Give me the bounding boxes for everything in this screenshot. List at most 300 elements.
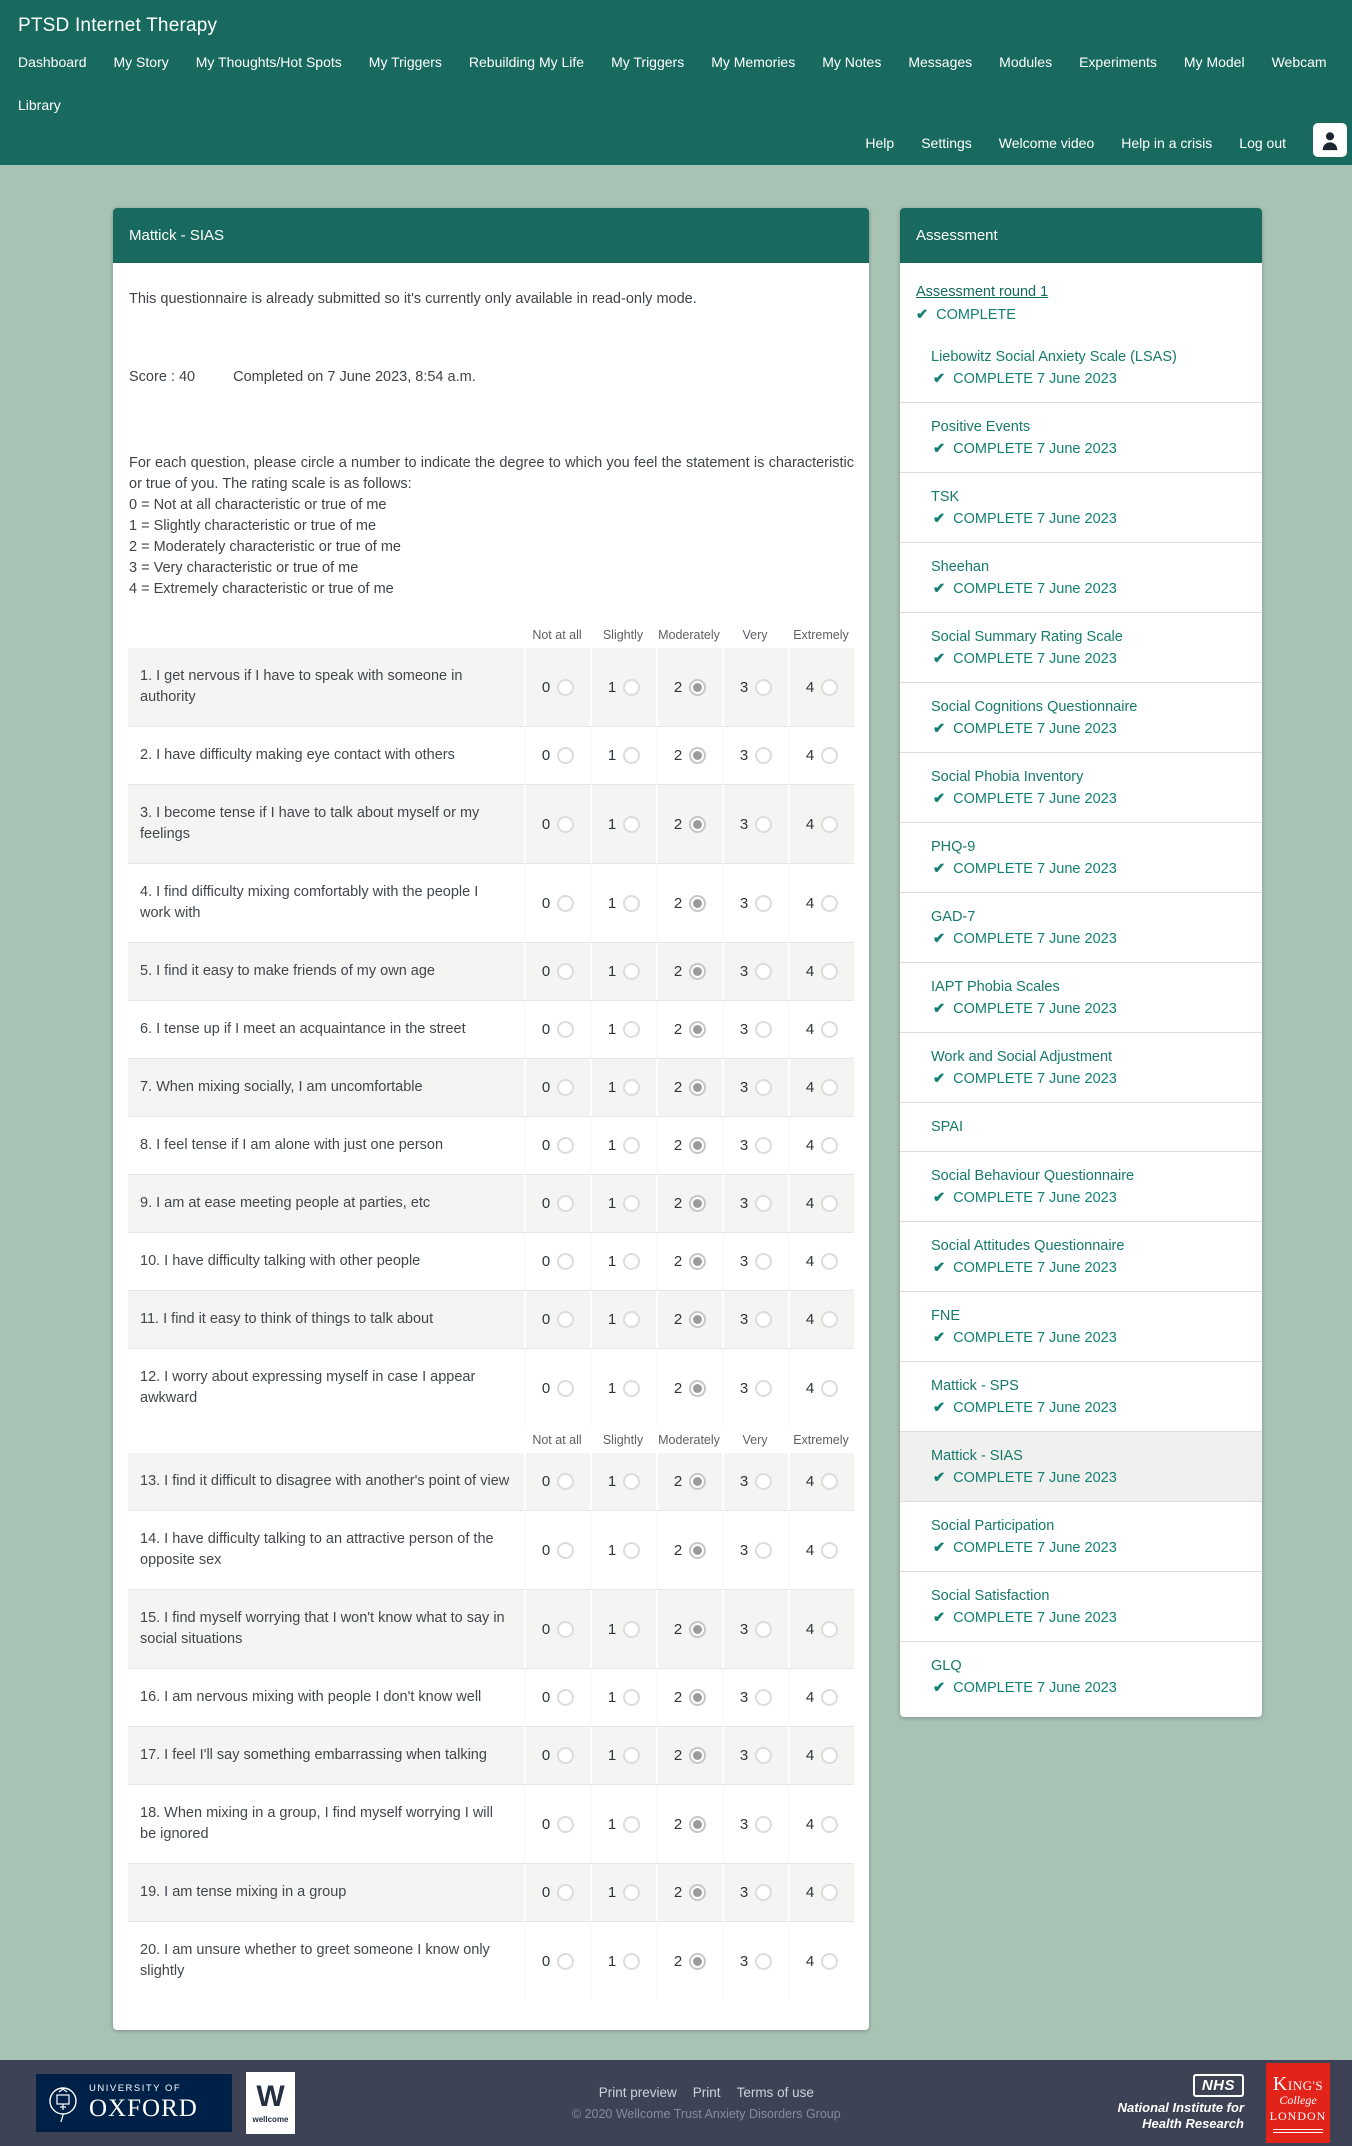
radio-unselected[interactable] — [557, 747, 574, 764]
user-avatar[interactable] — [1313, 123, 1347, 157]
radio-unselected[interactable] — [557, 1021, 574, 1038]
question-table — [128, 622, 854, 2000]
question-text: 10. I have difficulty talking with other people — [140, 1253, 421, 1269]
scale-option — [590, 1785, 656, 1863]
radio-unselected[interactable] — [623, 1816, 640, 1833]
scale-option — [590, 785, 656, 863]
scale-option — [590, 943, 656, 1000]
assessment-item-status — [931, 371, 1248, 387]
scale-option — [656, 1727, 722, 1784]
nav-item-rebuilding-my-life[interactable]: Rebuilding My Life — [468, 54, 585, 70]
scale-value-label: 4 — [805, 1195, 815, 1212]
radio-selected[interactable] — [689, 1884, 706, 1901]
scale-value-label: 0 — [541, 1253, 551, 1270]
radio-unselected[interactable] — [755, 1542, 772, 1559]
nav-item-my-triggers[interactable]: My Triggers — [611, 54, 685, 70]
scale-option — [524, 1590, 590, 1668]
radio-selected[interactable] — [689, 963, 706, 980]
status-text: COMPLETE 7 June 2023 — [953, 1260, 1117, 1276]
radio-unselected[interactable] — [755, 1137, 772, 1154]
assessment-item-iapt-phobia-scales — [900, 962, 1262, 1032]
assessment-item-link[interactable]: Work and Social Adjustment — [931, 1049, 1113, 1065]
assessment-item-link[interactable]: Social Summary Rating Scale — [931, 629, 1123, 645]
scale-option — [722, 864, 788, 942]
scale-option — [722, 1785, 788, 1863]
radio-unselected[interactable] — [557, 816, 574, 833]
nav-item-my-model[interactable]: My Model — [1183, 54, 1245, 70]
scale-value-label: 4 — [805, 1689, 815, 1706]
scale-option — [788, 1453, 854, 1510]
scale-option — [656, 1059, 722, 1116]
scale-value-label: 0 — [541, 1747, 551, 1764]
radio-unselected[interactable] — [821, 816, 838, 833]
scale-value-label: 3 — [739, 747, 749, 764]
radio-unselected[interactable] — [557, 895, 574, 912]
radio-unselected[interactable] — [623, 1380, 640, 1397]
radio-unselected[interactable] — [557, 1816, 574, 1833]
radio-unselected[interactable] — [557, 1884, 574, 1901]
oxford-crest-icon — [46, 2083, 80, 2123]
radio-unselected[interactable] — [623, 1473, 640, 1490]
status-text: COMPLETE 7 June 2023 — [953, 931, 1117, 947]
status-text: COMPLETE 7 June 2023 — [953, 1470, 1117, 1486]
assessment-item-sheehan — [900, 542, 1262, 612]
scale-option — [788, 1059, 854, 1116]
footer-links — [309, 2085, 1104, 2100]
radio-unselected[interactable] — [557, 1689, 574, 1706]
questionnaire-panel — [113, 208, 869, 2030]
assessment-item-status — [931, 1190, 1248, 1206]
scale-option — [722, 1059, 788, 1116]
scale-option — [524, 1117, 590, 1174]
nav-item-my-thoughts-hot-spots[interactable]: My Thoughts/Hot Spots — [195, 54, 342, 70]
scale-option — [656, 785, 722, 863]
question-row — [128, 1589, 854, 1668]
scale-value-label: 0 — [541, 1311, 551, 1328]
scale-option — [524, 785, 590, 863]
assessment-item-status — [931, 1610, 1248, 1626]
assessment-item-social-attitudes-questionnaire — [900, 1221, 1262, 1291]
assessment-item-link[interactable]: GAD-7 — [931, 909, 976, 925]
radio-unselected[interactable] — [557, 1253, 574, 1270]
check-icon: ✔ — [933, 1071, 946, 1087]
check-icon: ✔ — [933, 1190, 946, 1206]
nav-item-log-out[interactable]: Log out — [1239, 135, 1286, 151]
radio-unselected[interactable] — [821, 679, 838, 696]
footer-copyright: © 2020 Wellcome Trust Anxiety Disorders Group — [571, 2107, 841, 2121]
scale-value-label: 4 — [805, 1620, 815, 1638]
radio-selected[interactable] — [689, 1542, 706, 1559]
radio-unselected[interactable] — [557, 1137, 574, 1154]
nav-item-my-story[interactable]: My Story — [113, 54, 169, 70]
radio-unselected[interactable] — [755, 1079, 772, 1096]
scale-value-label: 0 — [541, 1079, 551, 1096]
scale-option — [656, 1233, 722, 1290]
radio-unselected[interactable] — [557, 1473, 574, 1490]
radio-selected[interactable] — [689, 1311, 706, 1328]
radio-unselected[interactable] — [557, 1953, 574, 1970]
assessment-item-status — [931, 581, 1248, 597]
radio-unselected[interactable] — [557, 1380, 574, 1397]
nhs-logo: NHS — [1193, 2074, 1244, 2097]
assessment-item-link[interactable]: Social Phobia Inventory — [931, 769, 1084, 785]
scale-option — [788, 1590, 854, 1668]
nav-item-webcam[interactable]: Webcam — [1271, 54, 1327, 70]
nav-item-help[interactable]: Help — [865, 135, 895, 151]
radio-unselected[interactable] — [623, 1311, 640, 1328]
scale-value-label: 4 — [805, 815, 815, 833]
radio-unselected[interactable] — [623, 747, 640, 764]
scale-option — [788, 648, 854, 726]
radio-selected[interactable] — [689, 816, 706, 833]
page-content — [0, 165, 1352, 2060]
scale-value-label: 1 — [607, 678, 617, 696]
assessment-panel-title: Assessment — [900, 208, 1262, 263]
radio-unselected[interactable] — [557, 963, 574, 980]
footer-link-print[interactable]: Print — [692, 2085, 721, 2100]
scale-option — [788, 1001, 854, 1058]
nav-item-library[interactable]: Library — [18, 97, 61, 113]
scale-value-label: 4 — [805, 1079, 815, 1096]
radio-selected[interactable] — [689, 1195, 706, 1212]
status-text: COMPLETE 7 June 2023 — [953, 791, 1117, 807]
scale-option — [656, 1511, 722, 1589]
scale-value-label: 0 — [541, 815, 551, 833]
assessment-item-link[interactable]: Mattick - SIAS — [931, 1448, 1023, 1464]
radio-selected[interactable] — [689, 1380, 706, 1397]
scale-value-label: 0 — [541, 1815, 551, 1833]
radio-unselected[interactable] — [557, 1195, 574, 1212]
assessment-item-link[interactable]: GLQ — [931, 1658, 962, 1674]
radio-selected[interactable] — [689, 1079, 706, 1096]
scale-value-label: 3 — [739, 1541, 749, 1559]
scale-value-label: 0 — [541, 1379, 551, 1397]
scale-option — [524, 1785, 590, 1863]
question-text: 18. When mixing in a group, I find myself worrying I will be ignored — [140, 1805, 493, 1842]
question-row — [128, 784, 854, 863]
scale-value-label: 3 — [739, 1253, 749, 1270]
radio-unselected[interactable] — [755, 1473, 772, 1490]
footer-link-terms-of-use[interactable]: Terms of use — [736, 2085, 814, 2100]
scale-value-label: 3 — [739, 1311, 749, 1328]
radio-selected[interactable] — [689, 1137, 706, 1154]
radio-unselected[interactable] — [557, 1311, 574, 1328]
question-row — [128, 1348, 854, 1427]
radio-unselected[interactable] — [821, 1380, 838, 1397]
radio-unselected[interactable] — [755, 1747, 772, 1764]
radio-unselected[interactable] — [821, 1473, 838, 1490]
scale-value-label: 0 — [541, 747, 551, 764]
radio-unselected[interactable] — [821, 1884, 838, 1901]
scale-value-label: 2 — [673, 963, 683, 980]
scale-option — [656, 1291, 722, 1348]
assessment-item-link[interactable]: Social Cognitions Questionnaire — [931, 699, 1138, 715]
radio-unselected[interactable] — [623, 1884, 640, 1901]
scale-option — [788, 1291, 854, 1348]
assessment-item-status — [931, 1400, 1248, 1416]
scale-option — [788, 785, 854, 863]
scale-value-label: 3 — [739, 1884, 749, 1901]
footer-link-print-preview[interactable]: Print preview — [598, 2085, 677, 2100]
nav-item-experiments[interactable]: Experiments — [1079, 54, 1157, 70]
radio-unselected[interactable] — [623, 1021, 640, 1038]
assessment-item-status — [931, 651, 1248, 667]
scale-option — [590, 727, 656, 784]
scale-option — [524, 1669, 590, 1726]
scale-value-label: 4 — [805, 1473, 815, 1490]
scale-value-label: 2 — [673, 1952, 683, 1970]
radio-unselected[interactable] — [623, 1137, 640, 1154]
radio-unselected[interactable] — [623, 1542, 640, 1559]
radio-selected[interactable] — [689, 1473, 706, 1490]
radio-unselected[interactable] — [557, 679, 574, 696]
question-text: 3. I become tense if I have to talk about myself or my feelings — [140, 805, 480, 842]
radio-unselected[interactable] — [821, 1137, 838, 1154]
scale-option — [590, 1001, 656, 1058]
nav-item-welcome-video[interactable]: Welcome video — [998, 135, 1095, 151]
radio-unselected[interactable] — [821, 1079, 838, 1096]
assessment-item-link[interactable]: Social Behaviour Questionnaire — [931, 1168, 1135, 1184]
assessment-item-link[interactable]: Social Satisfaction — [931, 1588, 1050, 1604]
radio-unselected[interactable] — [623, 963, 640, 980]
radio-unselected[interactable] — [821, 1253, 838, 1270]
question-row — [128, 1784, 854, 1863]
scale-option — [722, 1590, 788, 1668]
assessment-item-tsk — [900, 472, 1262, 542]
nav-item-messages[interactable]: Messages — [908, 54, 973, 70]
assessment-item-link[interactable]: SPAI — [931, 1119, 963, 1135]
check-icon: ✔ — [933, 1260, 946, 1276]
scale-definition-line: 1 = Slightly characteristic or true of me — [129, 518, 377, 534]
radio-unselected[interactable] — [821, 963, 838, 980]
question-row — [128, 1921, 854, 2000]
assessment-item-link[interactable]: FNE — [931, 1308, 960, 1324]
scale-definition-line: 3 = Very characteristic or true of me — [129, 560, 359, 576]
radio-unselected[interactable] — [755, 1311, 772, 1328]
assessment-item-fne — [900, 1291, 1262, 1361]
nav-item-my-notes[interactable]: My Notes — [822, 54, 882, 70]
assessment-item-status — [931, 931, 1248, 947]
radio-unselected[interactable] — [755, 1253, 772, 1270]
score-line — [129, 369, 854, 385]
radio-selected[interactable] — [689, 1953, 706, 1970]
scale-option — [656, 1922, 722, 2000]
nihr-line1: National Institute for — [1117, 2100, 1244, 2115]
status-text: COMPLETE 7 June 2023 — [953, 1540, 1117, 1556]
radio-unselected[interactable] — [557, 1747, 574, 1764]
radio-selected[interactable] — [689, 747, 706, 764]
assessment-item-link[interactable]: Positive Events — [931, 419, 1031, 435]
scale-option — [524, 1233, 590, 1290]
scale-option — [524, 1175, 590, 1232]
question-row — [128, 648, 854, 726]
scale-value-label: 1 — [607, 1541, 617, 1559]
radio-unselected[interactable] — [755, 816, 772, 833]
radio-unselected[interactable] — [821, 1195, 838, 1212]
scale-value-label: 3 — [739, 1620, 749, 1638]
radio-unselected[interactable] — [623, 1079, 640, 1096]
status-text: COMPLETE 7 June 2023 — [953, 1610, 1117, 1626]
status-text: COMPLETE 7 June 2023 — [953, 581, 1117, 597]
footer — [0, 2060, 1352, 2146]
assessment-item-link[interactable]: IAPT Phobia Scales — [931, 979, 1060, 995]
radio-selected[interactable] — [689, 1621, 706, 1638]
scale-value-label: 3 — [739, 1815, 749, 1833]
nav-item-help-in-a-crisis[interactable]: Help in a crisis — [1121, 135, 1213, 151]
question-row — [128, 942, 854, 1000]
assessment-item-status — [931, 1071, 1248, 1087]
wellcome-logo — [246, 2072, 295, 2134]
radio-unselected[interactable] — [821, 1311, 838, 1328]
radio-unselected[interactable] — [755, 1953, 772, 1970]
assessment-item-phq-9 — [900, 822, 1262, 892]
radio-unselected[interactable] — [623, 1953, 640, 1970]
radio-unselected[interactable] — [623, 1253, 640, 1270]
radio-unselected[interactable] — [821, 1021, 838, 1038]
scale-value-label: 3 — [739, 1952, 749, 1970]
radio-unselected[interactable] — [755, 1884, 772, 1901]
radio-unselected[interactable] — [821, 1816, 838, 1833]
radio-unselected[interactable] — [821, 1689, 838, 1706]
assessment-item-link[interactable]: Sheehan — [931, 559, 990, 575]
radio-unselected[interactable] — [755, 1689, 772, 1706]
scale-value-label: 4 — [805, 1311, 815, 1328]
scale-option — [524, 1001, 590, 1058]
radio-unselected[interactable] — [623, 1747, 640, 1764]
scale-option — [656, 648, 722, 726]
assessment-item-status — [931, 721, 1248, 737]
scale-option — [524, 727, 590, 784]
nav-item-modules[interactable]: Modules — [999, 54, 1053, 70]
radio-unselected[interactable] — [821, 747, 838, 764]
radio-unselected[interactable] — [821, 1542, 838, 1559]
assessment-round-link[interactable]: Assessment round 1 — [916, 284, 1049, 300]
radio-unselected[interactable] — [623, 1621, 640, 1638]
scale-value-label: 0 — [541, 1689, 551, 1706]
assessment-item-work-and-social-adjustment — [900, 1032, 1262, 1102]
assessment-item-status — [931, 1260, 1248, 1276]
scale-value-label: 1 — [607, 1620, 617, 1638]
radio-selected[interactable] — [689, 895, 706, 912]
nav-item-my-memories[interactable]: My Memories — [711, 54, 796, 70]
scale-value-label: 3 — [739, 1079, 749, 1096]
radio-unselected[interactable] — [821, 1747, 838, 1764]
assessment-item-link[interactable]: Social Attitudes Questionnaire — [931, 1238, 1125, 1254]
radio-unselected[interactable] — [557, 1621, 574, 1638]
radio-unselected[interactable] — [623, 895, 640, 912]
check-icon: ✔ — [933, 651, 946, 667]
radio-unselected[interactable] — [623, 1689, 640, 1706]
check-icon: ✔ — [933, 1540, 946, 1556]
radio-selected[interactable] — [689, 1021, 706, 1038]
scale-value-label: 0 — [541, 1884, 551, 1901]
scale-option — [524, 864, 590, 942]
radio-unselected[interactable] — [557, 1079, 574, 1096]
radio-unselected[interactable] — [755, 963, 772, 980]
top-nav — [0, 0, 1352, 165]
status-text: COMPLETE 7 June 2023 — [953, 1001, 1117, 1017]
radio-unselected[interactable] — [821, 1621, 838, 1638]
assessment-item-link[interactable]: PHQ-9 — [931, 839, 976, 855]
status-text: COMPLETE 7 June 2023 — [953, 371, 1117, 387]
scale-value-label: 2 — [673, 1195, 683, 1212]
radio-unselected[interactable] — [821, 1953, 838, 1970]
scale-value-label: 2 — [673, 1137, 683, 1154]
radio-unselected[interactable] — [557, 1542, 574, 1559]
scale-value-label: 1 — [607, 1137, 617, 1154]
question-row — [128, 1174, 854, 1232]
radio-unselected[interactable] — [755, 1021, 772, 1038]
scale-option — [788, 1233, 854, 1290]
radio-selected[interactable] — [689, 1689, 706, 1706]
radio-unselected[interactable] — [755, 1816, 772, 1833]
radio-selected[interactable] — [689, 1253, 706, 1270]
kcl-line3: LONDON — [1269, 2109, 1327, 2123]
radio-unselected[interactable] — [755, 679, 772, 696]
scale-column-header: Slightly — [602, 1433, 644, 1447]
scale-option — [788, 1117, 854, 1174]
scale-value-label: 4 — [805, 1541, 815, 1559]
assessment-item-link[interactable]: TSK — [931, 489, 960, 505]
scale-value-label: 1 — [607, 815, 617, 833]
question-text: 1. I get nervous if I have to speak with someone in authority — [140, 668, 463, 705]
assessment-item-link[interactable]: Social Participation — [931, 1518, 1055, 1534]
radio-unselected[interactable] — [755, 895, 772, 912]
scale-column-header: Moderately — [658, 628, 720, 642]
check-icon: ✔ — [933, 441, 946, 457]
scale-value-label: 3 — [739, 678, 749, 696]
radio-unselected[interactable] — [821, 895, 838, 912]
radio-selected[interactable] — [689, 1816, 706, 1833]
status-text: COMPLETE 7 June 2023 — [953, 1330, 1117, 1346]
radio-unselected[interactable] — [623, 679, 640, 696]
check-icon: ✔ — [933, 371, 946, 387]
nav-item-settings[interactable]: Settings — [921, 135, 972, 151]
nav-item-dashboard[interactable]: Dashboard — [18, 54, 87, 70]
radio-unselected[interactable] — [623, 1195, 640, 1212]
scale-option — [524, 1291, 590, 1348]
scale-value-label: 1 — [607, 894, 617, 912]
nav-item-my-triggers[interactable]: My Triggers — [368, 54, 442, 70]
radio-unselected[interactable] — [755, 1195, 772, 1212]
radio-unselected[interactable] — [755, 1380, 772, 1397]
scale-value-label: 4 — [805, 1137, 815, 1154]
radio-selected[interactable] — [689, 1747, 706, 1764]
question-text: 6. I tense up if I meet an acquaintance in the street — [140, 1021, 466, 1037]
scale-value-label: 2 — [673, 1021, 683, 1038]
radio-unselected[interactable] — [755, 1621, 772, 1638]
question-text: 8. I feel tense if I am alone with just one person — [140, 1137, 444, 1153]
scale-definition-line: 2 = Moderately characteristic or true of me — [129, 539, 401, 555]
scale-value-label: 4 — [805, 1747, 815, 1764]
oxford-logo — [36, 2074, 232, 2132]
assessment-item-status — [931, 791, 1248, 807]
radio-selected[interactable] — [689, 679, 706, 696]
scale-option — [524, 1511, 590, 1589]
scale-value-label: 3 — [739, 1195, 749, 1212]
assessment-item-link[interactable]: Liebowitz Social Anxiety Scale (LSAS) — [931, 349, 1177, 365]
question-text: 13. I find it difficult to disagree with another's point of view — [140, 1473, 510, 1489]
radio-unselected[interactable] — [623, 816, 640, 833]
scale-value-label: 1 — [607, 1311, 617, 1328]
scale-option — [590, 1117, 656, 1174]
scale-option — [722, 1864, 788, 1921]
radio-unselected[interactable] — [755, 747, 772, 764]
assessment-item-social-cognitions-questionnaire — [900, 682, 1262, 752]
assessment-item-link[interactable]: Mattick - SPS — [931, 1378, 1019, 1394]
scale-option — [590, 1727, 656, 1784]
assessment-item-spai — [900, 1102, 1262, 1151]
